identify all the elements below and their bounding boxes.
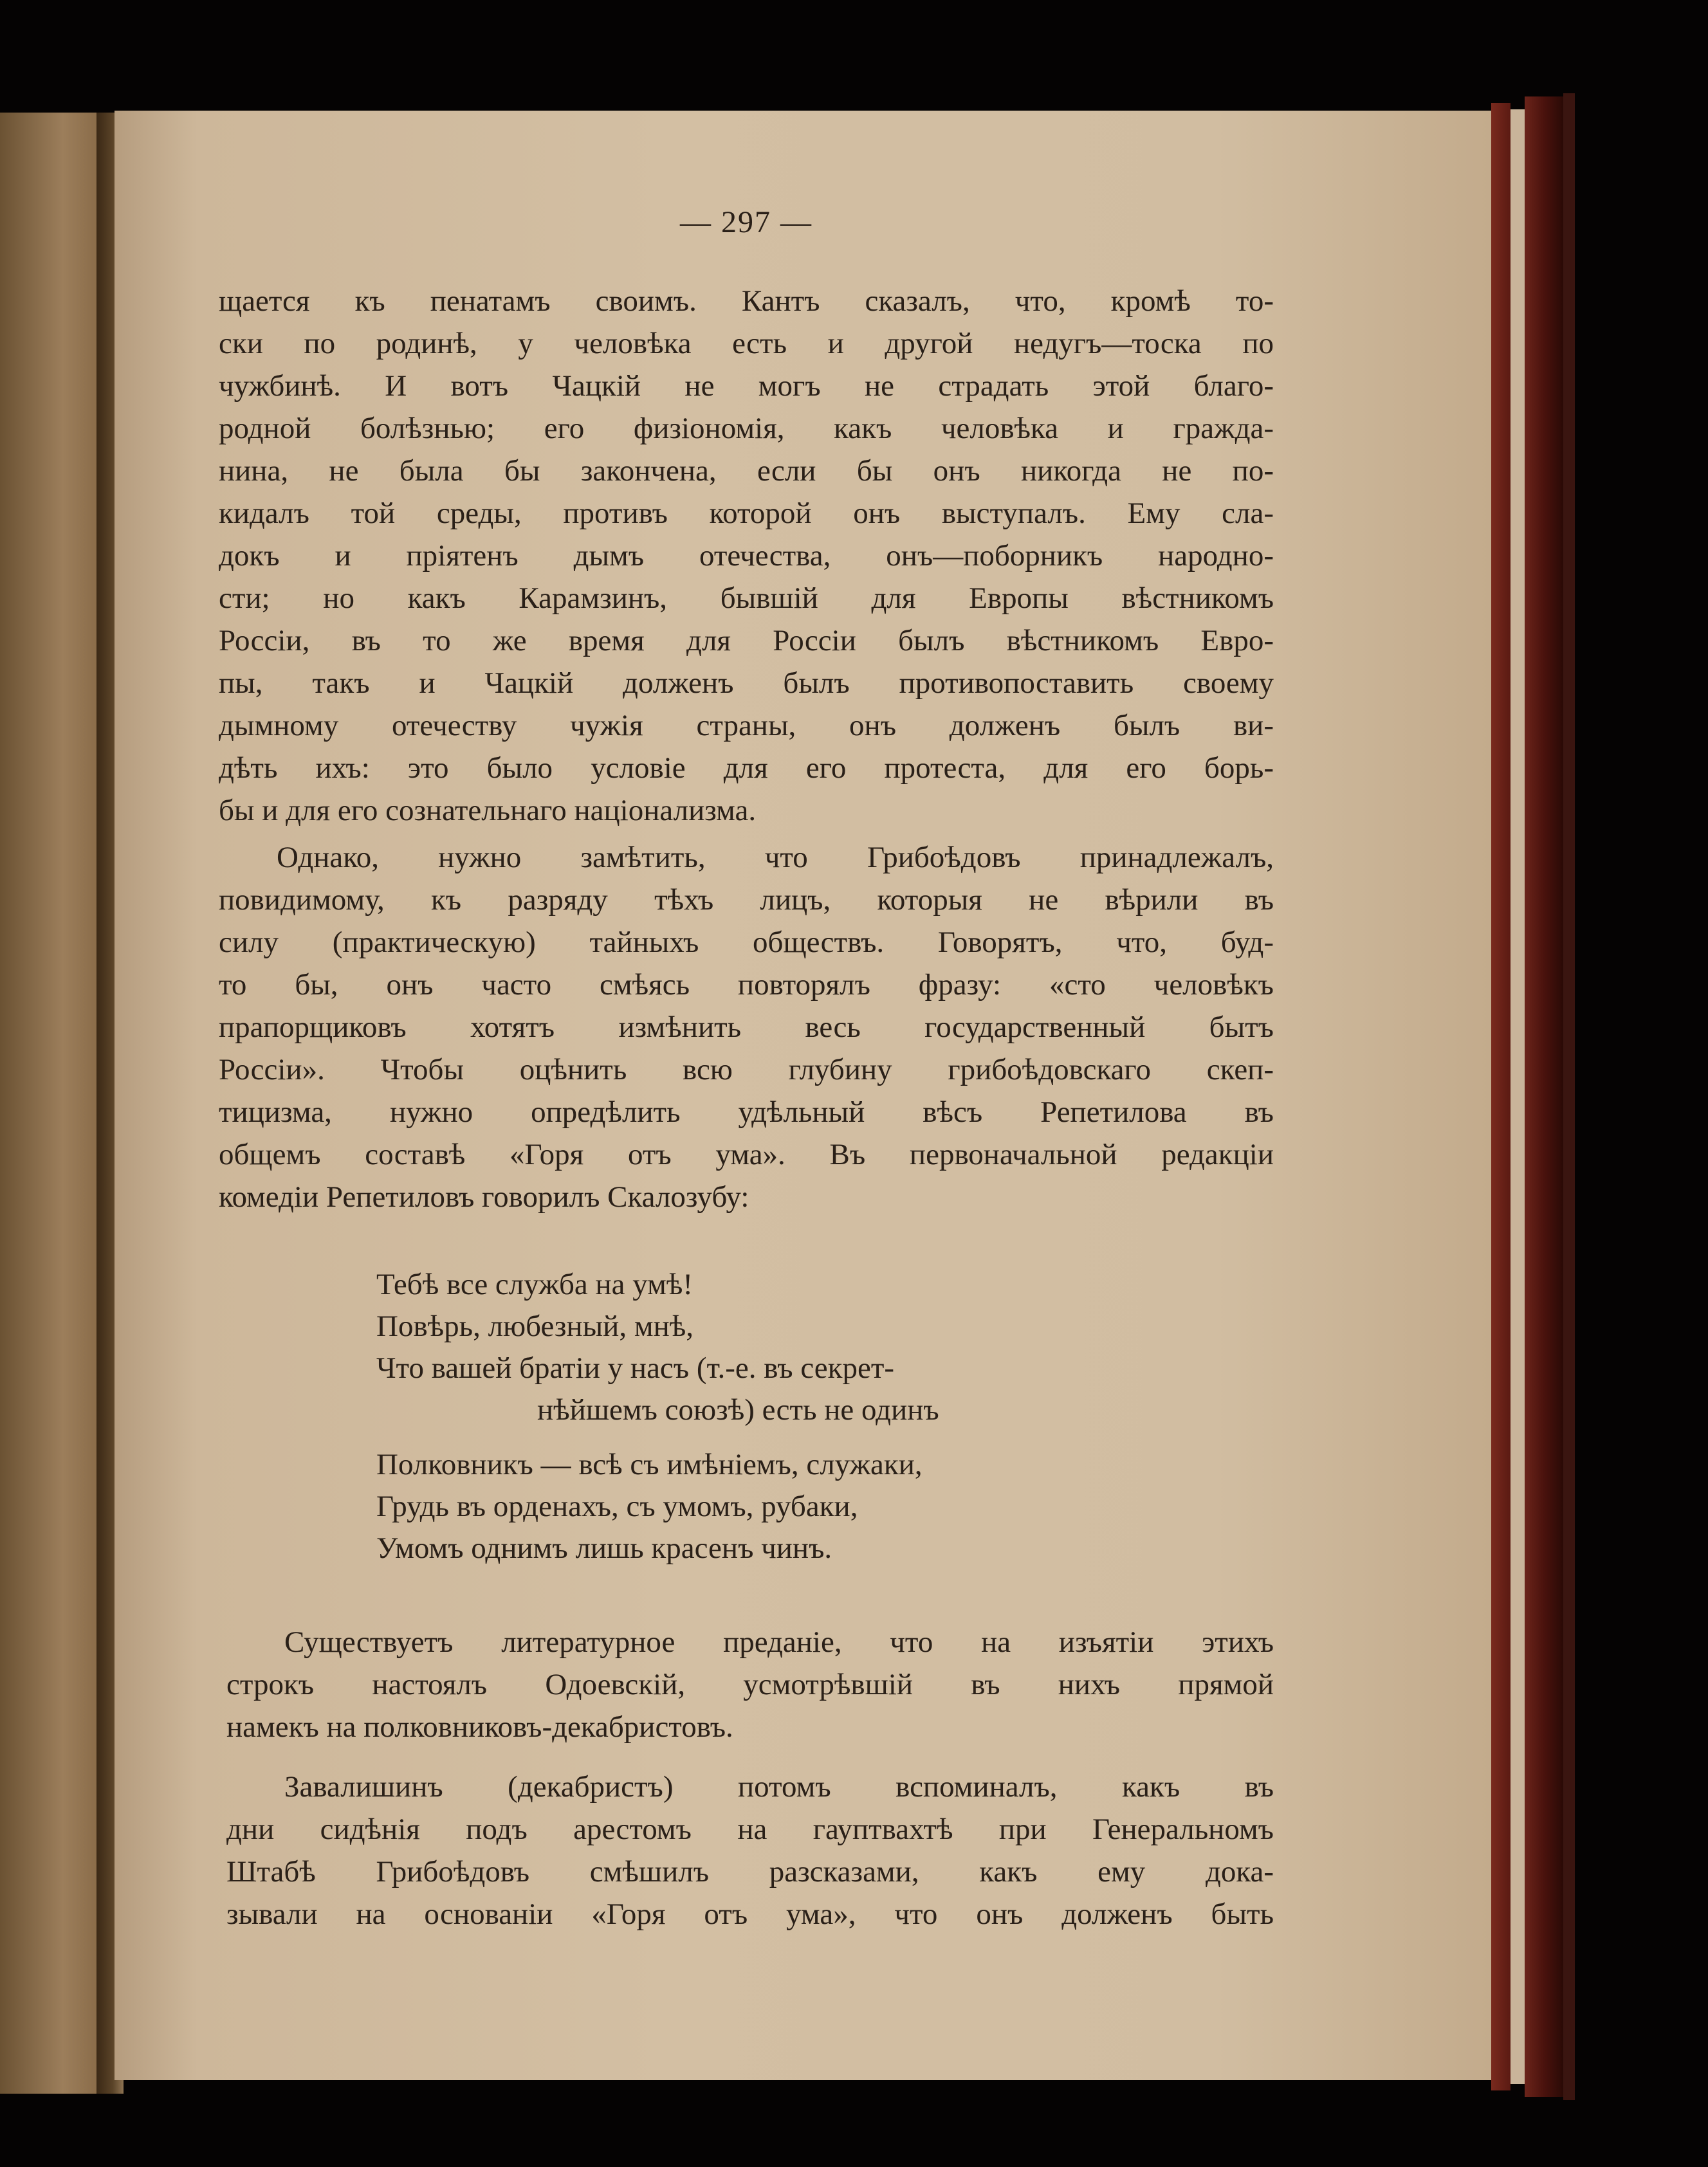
book-cover-edge [1563,93,1575,2100]
text-line: тицизма, нужно опредѣлить удѣльный вѣсъ Репетилова въ [219,1095,1274,1129]
text-line: кидалъ той среды, противъ которой онъ выступалъ. Ему сла- [219,497,1274,530]
verse-line: нѣйшемъ союзѣ) есть не одинъ [537,1393,939,1427]
text-line: силу (практическую) тайныхъ обществъ. Говорятъ, что, буд- [219,926,1274,959]
text-line: нина, не была бы закончена, если бы онъ никогда не по- [219,454,1274,488]
book-cover-edge [1525,96,1563,2097]
text-line: то бы, онъ часто смѣясь повторялъ фразу: «сто человѣкъ [219,968,1274,1001]
text-line: зывали на основаніи «Горя отъ ума», что онъ долженъ быть [226,1897,1274,1931]
text-line: прапорщиковъ хотятъ измѣнить весь государственный бытъ [219,1010,1274,1044]
text-line: Россіи». Чтобы оцѣнить всю глубину грибоѣдовскаго скеп- [219,1053,1274,1086]
text-line: повидимому, къ разряду тѣхъ лицъ, которыя не вѣрили въ [219,883,1274,917]
page-number: — 297 — [680,205,813,239]
paragraph-4 [226,1766,1274,1935]
book-page [115,111,1491,2080]
page-stack-edge [1511,109,1525,2084]
page-stack-edge [1491,103,1511,2090]
text-line: комедіи Репетиловъ говорилъ Скалозубу: [219,1180,749,1214]
text-line: дымному отечеству чужія страны, онъ долженъ былъ ви- [219,709,1274,742]
text-line: чужбинѣ. И вотъ Чацкій не могъ не страдать этой благо- [219,369,1274,403]
verse-line: Полковникъ — всѣ съ имѣніемъ, служаки, [376,1448,923,1481]
text-line: строкъ настоялъ Одоевскій, усмотрѣвшій въ нихъ прямой [226,1668,1274,1701]
text-line: общемъ составѣ «Горя отъ ума». Въ первоначальной редакціи [219,1138,1274,1171]
text-line: ски по родинѣ, у человѣка есть и другой недугъ—тоска по [219,327,1274,360]
verse-line: Тебѣ все служба на умѣ! [376,1268,693,1301]
text-line: Россіи, въ то же время для Россіи былъ вѣстникомъ Евро- [219,624,1274,657]
verse-line: Умомъ однимъ лишь красенъ чинъ. [376,1532,832,1565]
text-line: дѣть ихъ: это было условіе для его протеста, для его борь- [219,751,1274,785]
text-line: Завалишинъ (декабристъ) потомъ вспоминалъ, какъ въ [284,1770,1274,1804]
text-line: Штабѣ Грибоѣдовъ смѣшилъ разсказами, какъ ему дока- [226,1855,1274,1888]
verse-quote [376,1264,1213,1569]
text-line: пы, такъ и Чацкій долженъ былъ противопоставить своему [219,666,1274,700]
text-line: бы и для его сознательнаго націонализма. [219,794,757,827]
paragraph-2 [219,836,1274,1218]
paragraph-1 [219,280,1274,832]
text-line: сти; но какъ Карамзинъ, бывшій для Европы вѣстникомъ [219,581,1274,615]
verse-line: Грудь въ орденахъ, съ умомъ, рубаки, [376,1490,858,1523]
text-line: намекъ на полковниковъ-декабристовъ. [226,1710,733,1744]
text-line: щается къ пенатамъ своимъ. Кантъ сказалъ, что, кромѣ то- [219,284,1274,318]
text-line: дни сидѣнія подъ арестомъ на гауптвахтѣ при Генеральномъ [226,1813,1274,1846]
text-line: Однако, нужно замѣтить, что Грибоѣдовъ принадлежалъ, [277,841,1274,874]
text-line: родной болѣзнью; его физіономія, какъ человѣка и гражда- [219,412,1274,445]
text-line: Существуетъ литературное преданіе, что на изъятіи этихъ [284,1625,1274,1659]
text-line: докъ и пріятенъ дымъ отечества, онъ—поборникъ народно- [219,539,1274,572]
verse-line: Повѣрь, любезный, мнѣ, [376,1310,693,1343]
paragraph-3 [226,1621,1274,1748]
verse-line: Что вашей братіи у насъ (т.-е. въ секрет- [376,1351,895,1385]
